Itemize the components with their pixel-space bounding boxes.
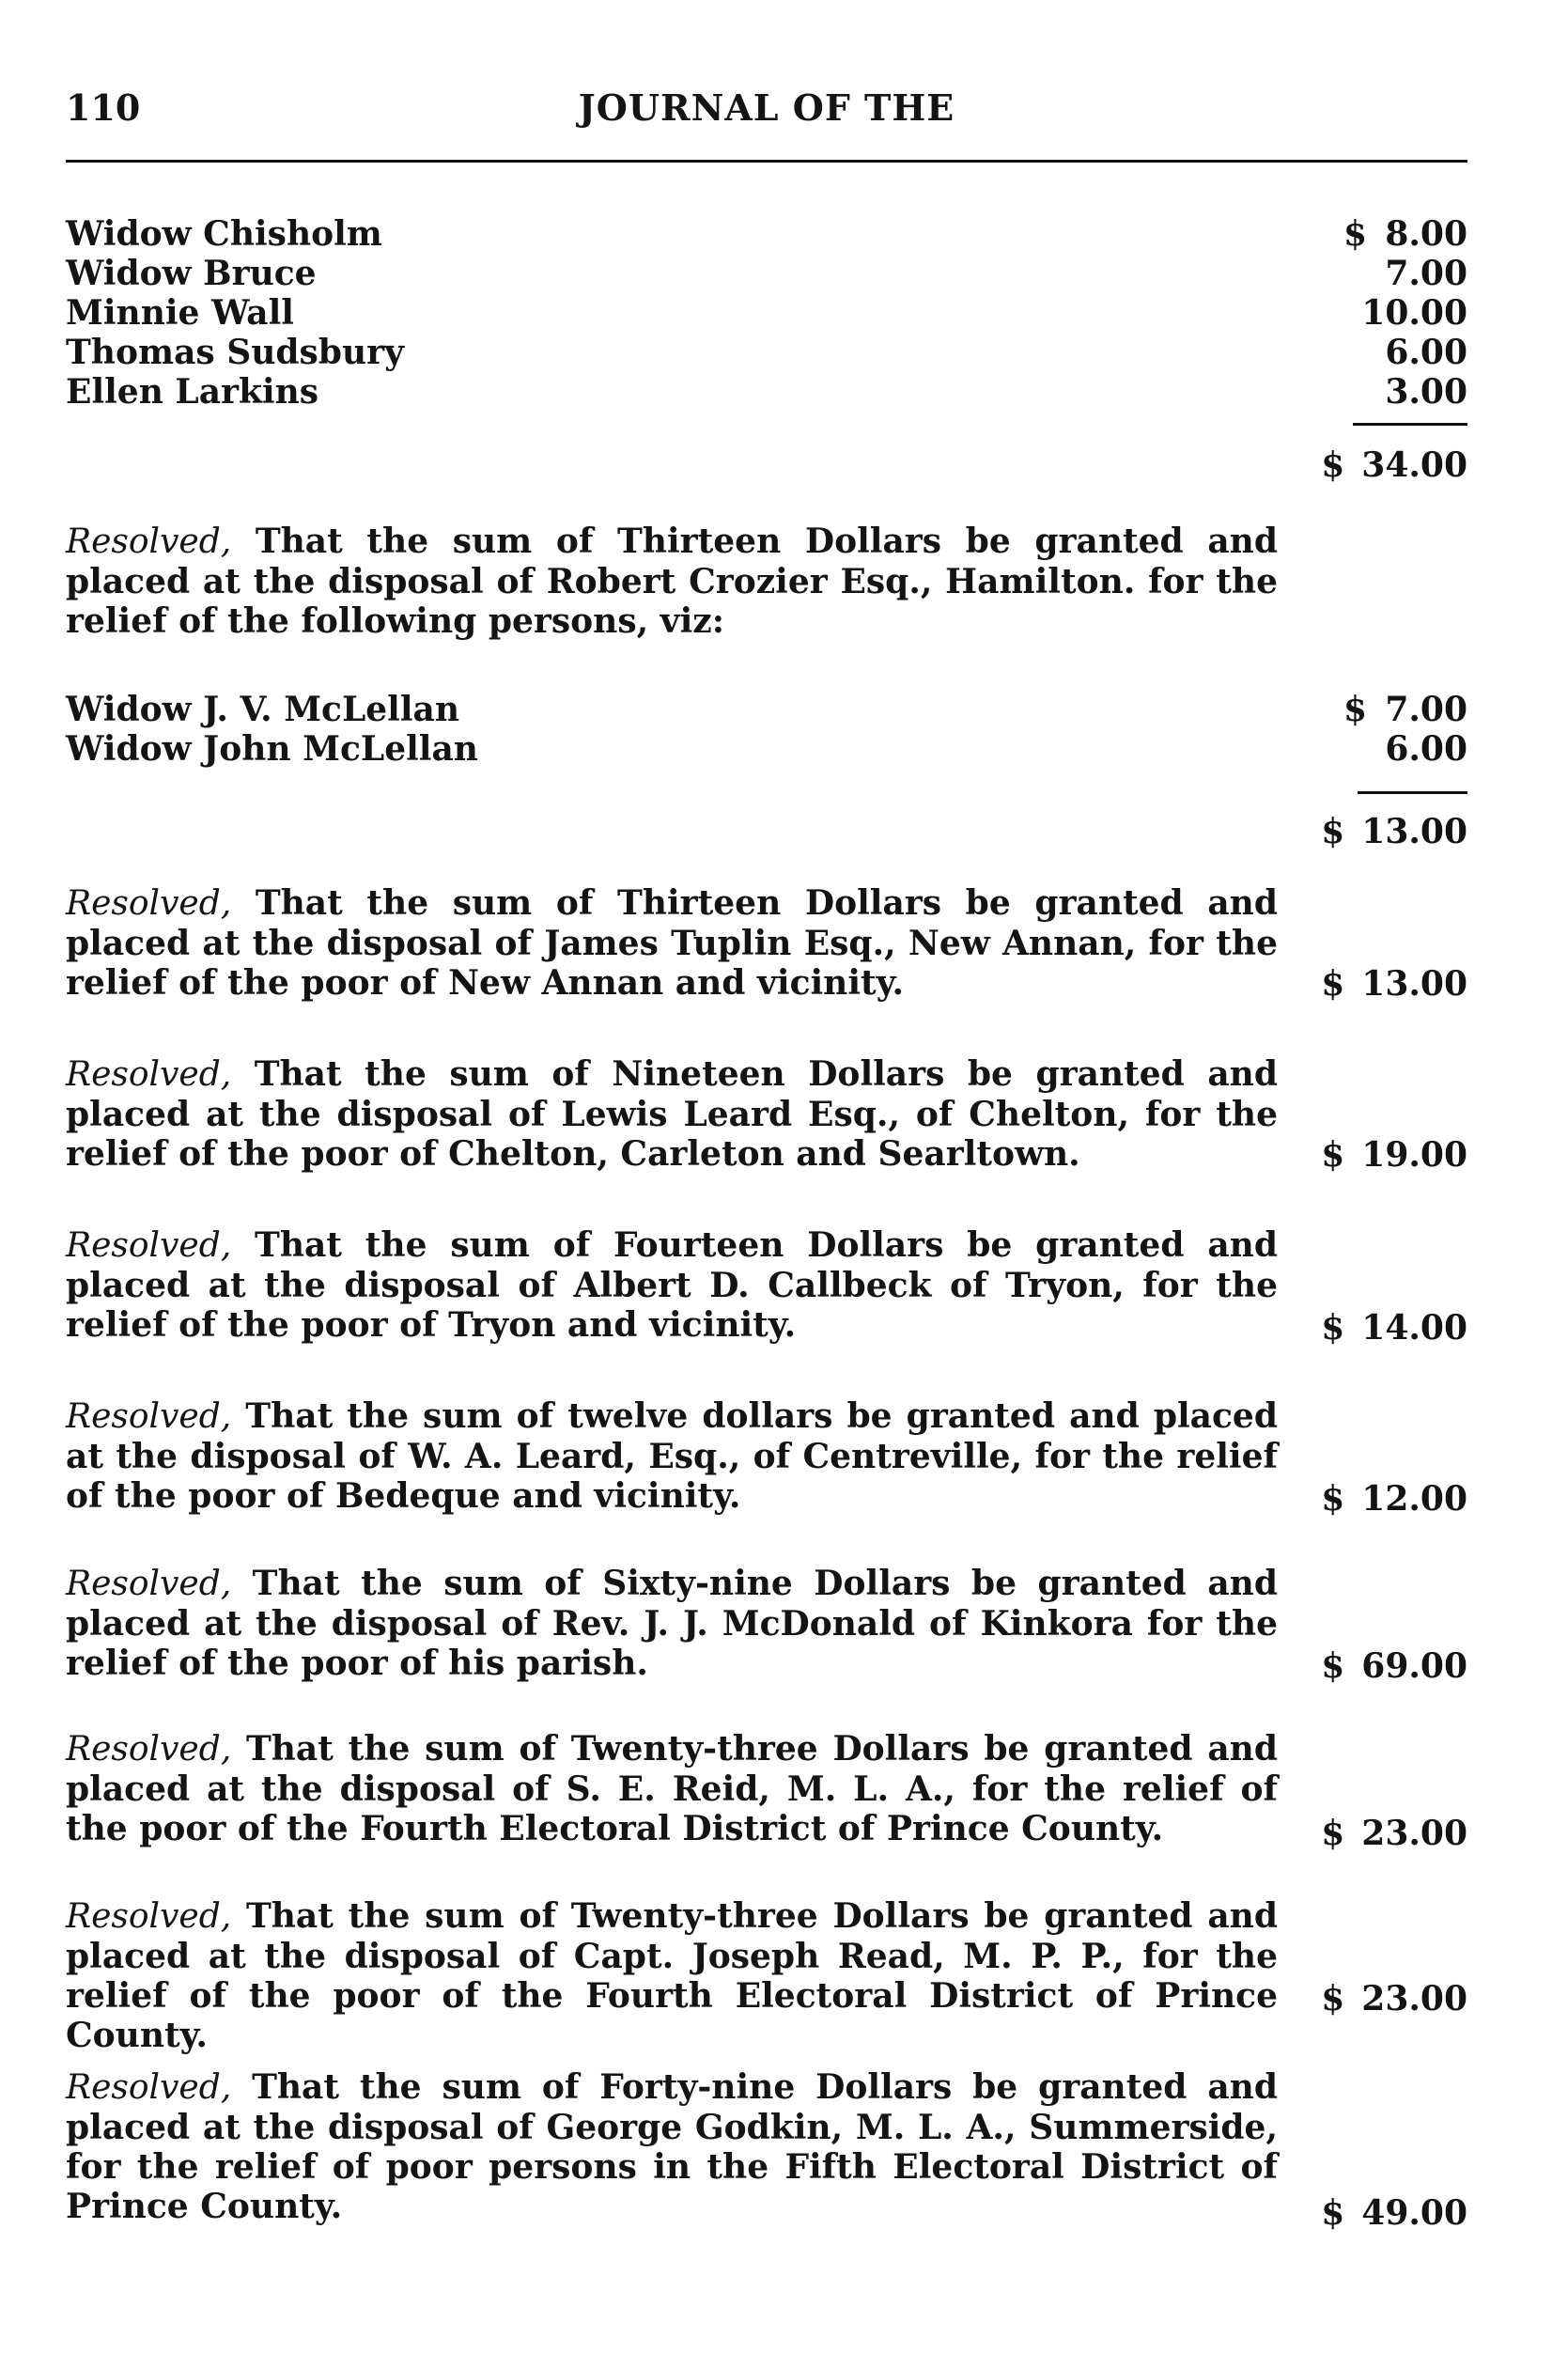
amount-value: 69.00 (1361, 1646, 1467, 1686)
resolution-paragraph (66, 522, 1278, 641)
list-item (66, 293, 1467, 333)
resolution-paragraph (66, 1564, 1278, 1683)
amount-value: 14.00 (1361, 1308, 1467, 1348)
dollar-sign: $ (1321, 1308, 1345, 1348)
resolution-text: That the sum of Nineteen Dollars be granted and placed at the disposal of Lewis Leard Esq., of Chelton, for the relief of the poor of Chelton, Carleton and Searltown. (66, 1054, 1278, 1174)
resolved-lead: Resolved, (66, 1565, 232, 1603)
recipient-name: Widow J. V. McLellan (66, 690, 460, 729)
list-item (66, 214, 1467, 254)
resolution-text: That the sum of Twenty-three Dollars be granted and placed at the disposal of S. E. Reid, M. L. A., for the relief of the poor of the Fourth Electoral District of Prince County. (66, 1729, 1278, 1848)
resolved-lead: Resolved, (66, 1397, 232, 1436)
sum-rule (1358, 791, 1467, 794)
resolved-lead: Resolved, (66, 2068, 232, 2107)
dollar-sign: $ (1321, 2193, 1345, 2233)
resolution-amount (1321, 1646, 1467, 1686)
amount-value: 19.00 (1361, 1135, 1467, 1175)
dollar-sign: $ (1343, 214, 1368, 254)
dollar-sign: $ (1321, 1814, 1345, 1853)
header-rule (66, 160, 1467, 163)
dollar-sign: $ (1321, 1479, 1345, 1519)
resolution-amount (1321, 964, 1467, 1004)
total-amount: 13.00 (1361, 812, 1467, 851)
recipient-name: Minnie Wall (66, 293, 294, 333)
relief-list-2 (66, 690, 1467, 769)
page-header (66, 86, 1467, 133)
resolution-text: That the sum of twelve dollars be granted and placed at the disposal of W. A. Leard, Esq., of Centreville, for the relief of the poor of Bedeque and vicinity. (66, 1396, 1278, 1516)
resolution-amount (1321, 1135, 1467, 1175)
dollar-sign: $ (1321, 1979, 1345, 2018)
resolution-text: That the sum of Twenty-three Dollars be granted and placed at the disposal of Capt. Joseph Read, M. P. P., for the relief of the poor of the Fourth Electoral District of Prince County. (66, 1896, 1278, 2055)
list-item (66, 729, 1467, 769)
resolution-amount (1321, 2193, 1467, 2233)
recipient-amount: 7.00 (1385, 690, 1467, 729)
dollar-sign: $ (1321, 964, 1345, 1004)
resolved-lead: Resolved, (66, 1897, 232, 1936)
resolution-amount (1321, 1479, 1467, 1519)
resolution-paragraph (66, 1225, 1278, 1345)
recipient-amount: 8.00 (1385, 214, 1467, 254)
resolution-text: That the sum of Forty-nine Dollars be granted and placed at the disposal of George Godkin, M. L. A., Summerside, for the relief of poor persons in the Fifth Electoral District of Prince County. (66, 2067, 1278, 2226)
resolution-paragraph (66, 1729, 1278, 1848)
resolved-lead: Resolved, (66, 884, 232, 923)
dollar-sign: $ (1321, 812, 1345, 851)
list-item (66, 690, 1467, 729)
resolution-text: That the sum of Sixty-nine Dollars be granted and placed at the disposal of Rev. J. J. McDonald of Kinkora for the relief of the poor of his parish. (66, 1564, 1278, 1683)
list-item (66, 333, 1467, 372)
dollar-sign: $ (1343, 690, 1368, 729)
resolution-paragraph (66, 1896, 1278, 2055)
running-head: JOURNAL OF THE (578, 86, 955, 129)
sum-rule (1353, 423, 1467, 426)
resolved-lead: Resolved, (66, 1055, 232, 1094)
list-total (1321, 445, 1467, 485)
resolution-paragraph (66, 883, 1278, 1003)
resolution-paragraph (66, 1054, 1278, 1174)
resolution-paragraph (66, 2067, 1278, 2226)
amount-value: 23.00 (1361, 1979, 1467, 2018)
page-number: 110 (66, 86, 141, 129)
recipient-amount: 6.00 (1385, 729, 1467, 769)
recipient-name: Ellen Larkins (66, 372, 319, 412)
amount-value: 23.00 (1361, 1814, 1467, 1853)
list-item (66, 372, 1467, 412)
recipient-amount: 6.00 (1385, 333, 1467, 372)
list-total (1321, 812, 1467, 851)
total-amount: 34.00 (1361, 445, 1467, 485)
recipient-name: Thomas Sudsbury (66, 333, 405, 372)
recipient-amount: 10.00 (1361, 293, 1467, 333)
recipient-amount: 7.00 (1385, 254, 1467, 293)
resolution-amount (1321, 1308, 1467, 1348)
recipient-name: Widow Bruce (66, 254, 317, 293)
list-item (66, 254, 1467, 293)
dollar-sign: $ (1321, 1135, 1345, 1175)
resolution-text: That the sum of Thirteen Dollars be granted and placed at the disposal of Robert Crozier Esq., Hamilton. for the relief of the following persons, viz: (66, 522, 1278, 641)
resolution-amount (1321, 1814, 1467, 1853)
recipient-name: Widow John McLellan (66, 729, 478, 769)
resolution-text: That the sum of Thirteen Dollars be granted and placed at the disposal of James Tuplin Esq., New Annan, for the relief of the poor of New Annan and vicinity. (66, 883, 1278, 1003)
resolved-lead: Resolved, (66, 1226, 232, 1265)
recipient-amount: 3.00 (1385, 372, 1467, 412)
amount-value: 13.00 (1361, 964, 1467, 1004)
dollar-sign: $ (1321, 1646, 1345, 1686)
amount-value: 12.00 (1361, 1479, 1467, 1519)
recipient-name: Widow Chisholm (66, 214, 382, 254)
resolution-text: That the sum of Fourteen Dollars be granted and placed at the disposal of Albert D. Callbeck of Tryon, for the relief of the poor of Tryon and vicinity. (66, 1225, 1278, 1345)
resolved-lead: Resolved, (66, 1730, 232, 1769)
amount-value: 49.00 (1361, 2193, 1467, 2233)
relief-list-1 (66, 214, 1467, 412)
dollar-sign: $ (1321, 445, 1345, 485)
resolution-paragraph (66, 1396, 1278, 1516)
resolution-amount (1321, 1979, 1467, 2018)
resolved-lead: Resolved, (66, 522, 232, 561)
